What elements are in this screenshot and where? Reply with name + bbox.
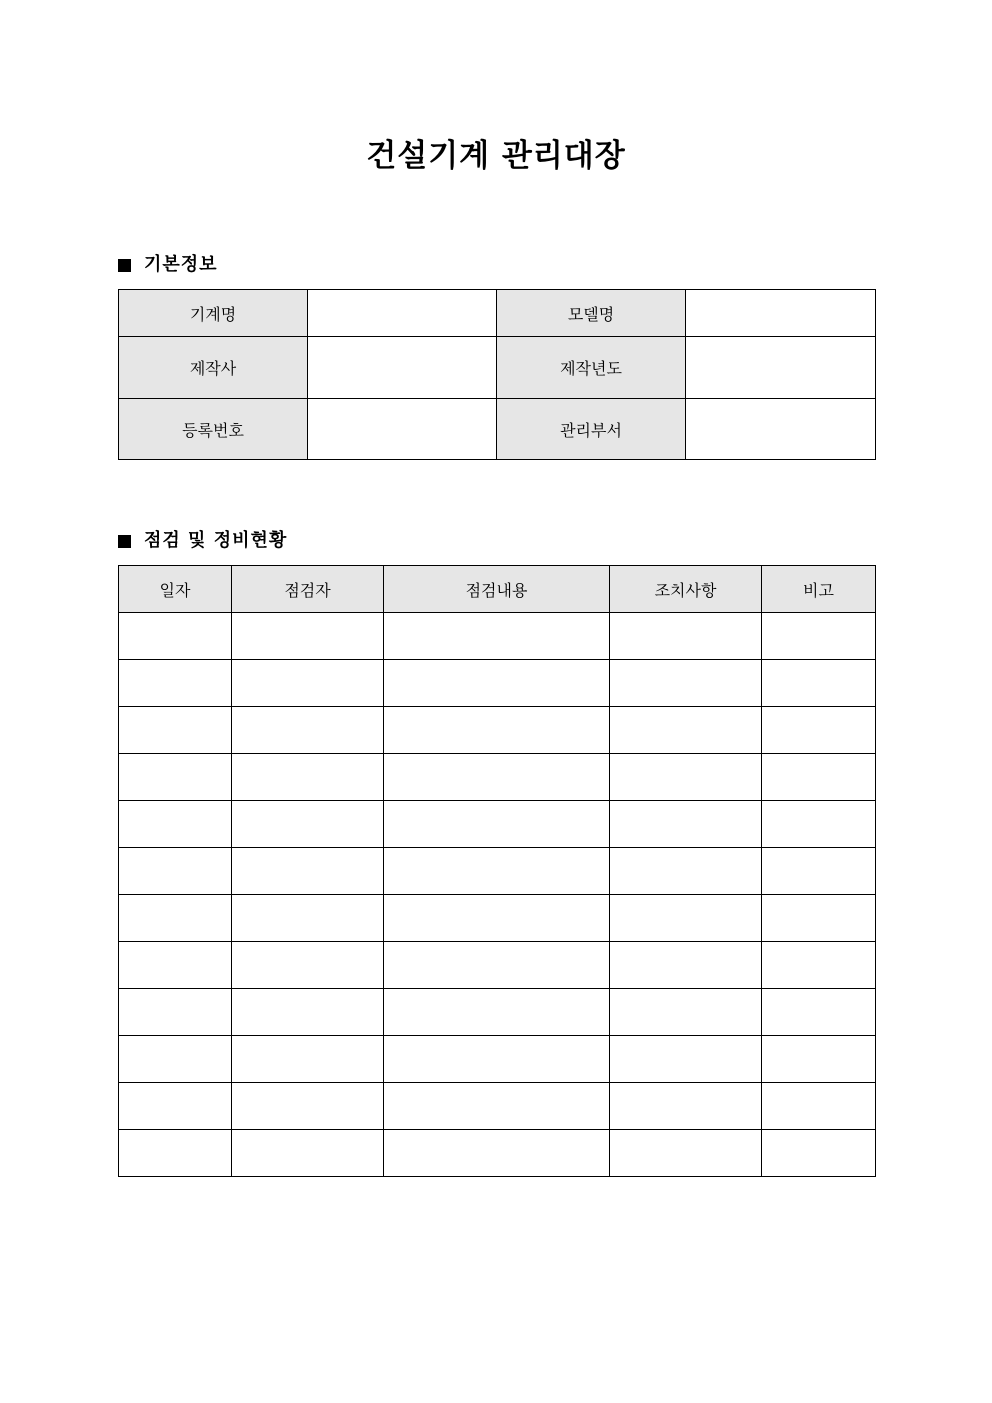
inspection-header-row (119, 566, 876, 613)
date-cell[interactable] (119, 801, 232, 848)
column-header-date: 일자 (119, 566, 232, 613)
action-taken-cell[interactable] (610, 895, 762, 942)
inspection-details-cell[interactable] (384, 1130, 610, 1177)
date-cell[interactable] (119, 613, 232, 660)
remarks-cell[interactable] (762, 1036, 876, 1083)
black-square-icon (118, 259, 131, 272)
inspection-details-cell[interactable] (384, 1036, 610, 1083)
table-row (119, 1083, 876, 1130)
manufacturer-label: 제작사 (119, 337, 308, 399)
inspection-details-cell[interactable] (384, 707, 610, 754)
date-cell[interactable] (119, 707, 232, 754)
inspection-details-cell[interactable] (384, 801, 610, 848)
remarks-cell[interactable] (762, 848, 876, 895)
inspector-cell[interactable] (232, 754, 384, 801)
inspection-details-cell[interactable] (384, 613, 610, 660)
table-row (119, 660, 876, 707)
remarks-cell[interactable] (762, 895, 876, 942)
inspector-cell[interactable] (232, 1083, 384, 1130)
basic-info-heading-text: 기본정보 (144, 254, 218, 275)
remarks-cell[interactable] (762, 1130, 876, 1177)
date-cell[interactable] (119, 942, 232, 989)
inspection-details-cell[interactable] (384, 660, 610, 707)
basic-info-row (119, 399, 876, 460)
action-taken-cell[interactable] (610, 942, 762, 989)
column-header-action-taken: 조치사항 (610, 566, 762, 613)
column-header-inspector: 점검자 (232, 566, 384, 613)
table-row (119, 942, 876, 989)
date-cell[interactable] (119, 1083, 232, 1130)
machine-name-field[interactable] (308, 290, 497, 337)
registration-number-field[interactable] (308, 399, 497, 460)
column-header-remarks: 비고 (762, 566, 876, 613)
table-row (119, 848, 876, 895)
table-row (119, 707, 876, 754)
date-cell[interactable] (119, 660, 232, 707)
action-taken-cell[interactable] (610, 1036, 762, 1083)
inspection-details-cell[interactable] (384, 1083, 610, 1130)
inspection-details-cell[interactable] (384, 754, 610, 801)
action-taken-cell[interactable] (610, 1130, 762, 1177)
model-name-label: 모델명 (497, 290, 686, 337)
action-taken-cell[interactable] (610, 801, 762, 848)
basic-info-table (118, 289, 876, 460)
table-row (119, 895, 876, 942)
table-row (119, 989, 876, 1036)
manufacture-year-field[interactable] (686, 337, 876, 399)
table-row (119, 613, 876, 660)
inspector-cell[interactable] (232, 895, 384, 942)
column-header-inspection-details: 점검내용 (384, 566, 610, 613)
inspector-cell[interactable] (232, 942, 384, 989)
remarks-cell[interactable] (762, 1083, 876, 1130)
remarks-cell[interactable] (762, 754, 876, 801)
inspection-details-cell[interactable] (384, 895, 610, 942)
action-taken-cell[interactable] (610, 754, 762, 801)
manufacture-year-label: 제작년도 (497, 337, 686, 399)
basic-info-heading (118, 253, 218, 277)
date-cell[interactable] (119, 754, 232, 801)
table-row (119, 1130, 876, 1177)
table-row (119, 801, 876, 848)
inspector-cell[interactable] (232, 1036, 384, 1083)
date-cell[interactable] (119, 848, 232, 895)
table-row (119, 1036, 876, 1083)
action-taken-cell[interactable] (610, 707, 762, 754)
remarks-cell[interactable] (762, 801, 876, 848)
inspector-cell[interactable] (232, 989, 384, 1036)
inspector-cell[interactable] (232, 848, 384, 895)
action-taken-cell[interactable] (610, 613, 762, 660)
page-title: 건설기계 관리대장 (366, 138, 626, 174)
date-cell[interactable] (119, 1036, 232, 1083)
action-taken-cell[interactable] (610, 848, 762, 895)
inspection-heading-text: 점검 및 정비현황 (144, 530, 288, 551)
inspection-table (118, 565, 876, 1177)
remarks-cell[interactable] (762, 989, 876, 1036)
remarks-cell[interactable] (762, 707, 876, 754)
action-taken-cell[interactable] (610, 989, 762, 1036)
manufacturer-field[interactable] (308, 337, 497, 399)
date-cell[interactable] (119, 895, 232, 942)
inspector-cell[interactable] (232, 1130, 384, 1177)
black-square-icon (118, 535, 131, 548)
inspector-cell[interactable] (232, 613, 384, 660)
inspection-body (119, 613, 876, 1177)
inspection-details-cell[interactable] (384, 989, 610, 1036)
basic-info-row (119, 290, 876, 337)
inspection-details-cell[interactable] (384, 848, 610, 895)
machine-name-label: 기계명 (119, 290, 308, 337)
registration-number-label: 등록번호 (119, 399, 308, 460)
remarks-cell[interactable] (762, 660, 876, 707)
inspector-cell[interactable] (232, 707, 384, 754)
inspector-cell[interactable] (232, 801, 384, 848)
remarks-cell[interactable] (762, 942, 876, 989)
basic-info-row (119, 337, 876, 399)
model-name-field[interactable] (686, 290, 876, 337)
date-cell[interactable] (119, 1130, 232, 1177)
managing-department-field[interactable] (686, 399, 876, 460)
remarks-cell[interactable] (762, 613, 876, 660)
action-taken-cell[interactable] (610, 1083, 762, 1130)
inspector-cell[interactable] (232, 660, 384, 707)
date-cell[interactable] (119, 989, 232, 1036)
managing-department-label: 관리부서 (497, 399, 686, 460)
inspection-details-cell[interactable] (384, 942, 610, 989)
action-taken-cell[interactable] (610, 660, 762, 707)
inspection-heading (118, 529, 287, 553)
table-row (119, 754, 876, 801)
